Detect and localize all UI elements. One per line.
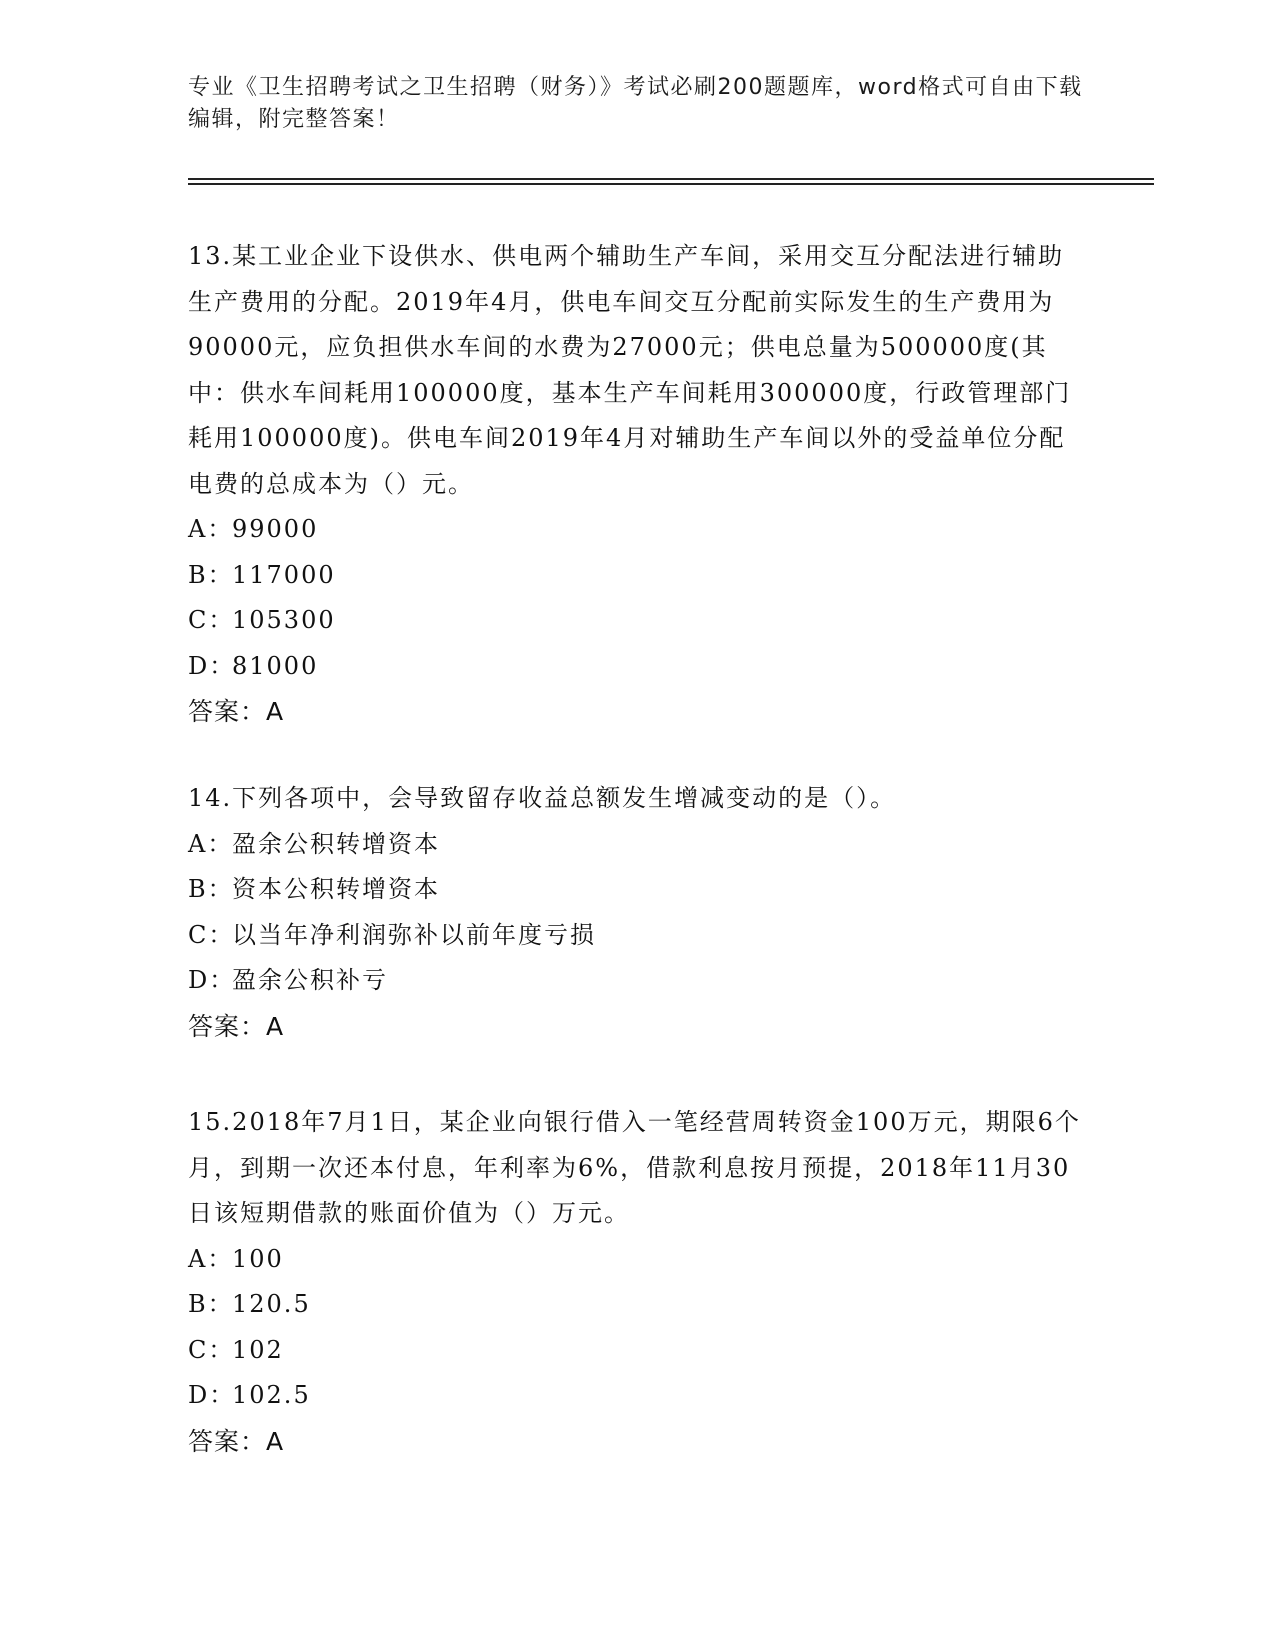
option-value: 117000 — [232, 560, 336, 589]
option-d — [188, 958, 1088, 1004]
option-value: 81000 — [232, 651, 319, 680]
option-b — [188, 553, 1088, 599]
option-value: 105300 — [232, 606, 336, 634]
option-key: C： — [188, 1335, 235, 1364]
option-key: D： — [188, 966, 236, 994]
option-key: B： — [188, 875, 234, 903]
option-value: 120.5 — [232, 1290, 311, 1318]
option-key: A： — [188, 1244, 234, 1273]
option-key: B： — [188, 560, 234, 589]
answer-line: 答案：A — [188, 1011, 285, 1041]
option-b — [188, 867, 1088, 913]
option-key: D： — [188, 651, 236, 680]
option-key: C： — [188, 606, 235, 634]
option-b — [188, 1282, 1088, 1328]
question-14 — [188, 776, 1088, 1049]
document-header: 专业《卫生招聘考试之卫生招聘（财务）》考试必刷200题题库，word格式可自由下载编辑，附完整答案！ — [188, 75, 1083, 132]
question-text: 15.2018年7月1日，某企业向银行借入一笔经营周转资金100万元，期限6个月，到期一次还本付息，年利率为6%，借款利息按月预提，2018年11月30日该短期借款的账面价值为（）万元。 — [188, 1108, 1081, 1227]
question-text: 13.某工业企业下设供水、供电两个辅助生产车间，采用交互分配法进行辅助生产费用的分配。2019年4月，供电车间交互分配前实际发生的生产费用为90000元，应负担供水车间的水费为27000元；供电总量为500000度(其中：供水车间耗用100000度，基本生产车间耗用300000度，行政管理部门耗用100000度)。供电车间2019年4月对辅助生产车间以外的受益单位分配电费的总成本为（）元。 — [188, 242, 1072, 498]
option-value: 102 — [232, 1335, 284, 1364]
question-text: 14.下列各项中，会导致留存收益总额发生增减变动的是（）。 — [188, 784, 897, 812]
option-d — [188, 1373, 1088, 1419]
header-divider-bottom — [188, 183, 1154, 185]
option-c — [188, 598, 1088, 644]
option-a — [188, 507, 1088, 553]
option-key: C： — [188, 920, 235, 949]
option-value: 资本公积转增资本 — [232, 875, 440, 903]
question-13 — [188, 234, 1088, 735]
option-a — [188, 1237, 1088, 1283]
option-c — [188, 913, 1088, 959]
option-value: 99000 — [232, 515, 319, 543]
header-divider-top — [188, 178, 1154, 180]
option-c — [188, 1328, 1088, 1374]
option-key: A： — [188, 829, 234, 858]
option-value: 以当年净利润弥补以前年度亏损 — [232, 920, 596, 949]
answer-line: 答案：A — [188, 1426, 285, 1456]
option-key: D： — [188, 1381, 236, 1409]
option-value: 100 — [232, 1244, 284, 1273]
option-d — [188, 644, 1088, 690]
answer-line: 答案：A — [188, 697, 285, 726]
option-value: 盈余公积转增资本 — [232, 829, 440, 858]
question-15 — [188, 1100, 1088, 1464]
option-value: 102.5 — [232, 1381, 311, 1409]
option-key: B： — [188, 1290, 234, 1318]
option-key: A： — [188, 515, 234, 543]
option-a — [188, 822, 1088, 868]
option-value: 盈余公积补亏 — [232, 966, 388, 994]
